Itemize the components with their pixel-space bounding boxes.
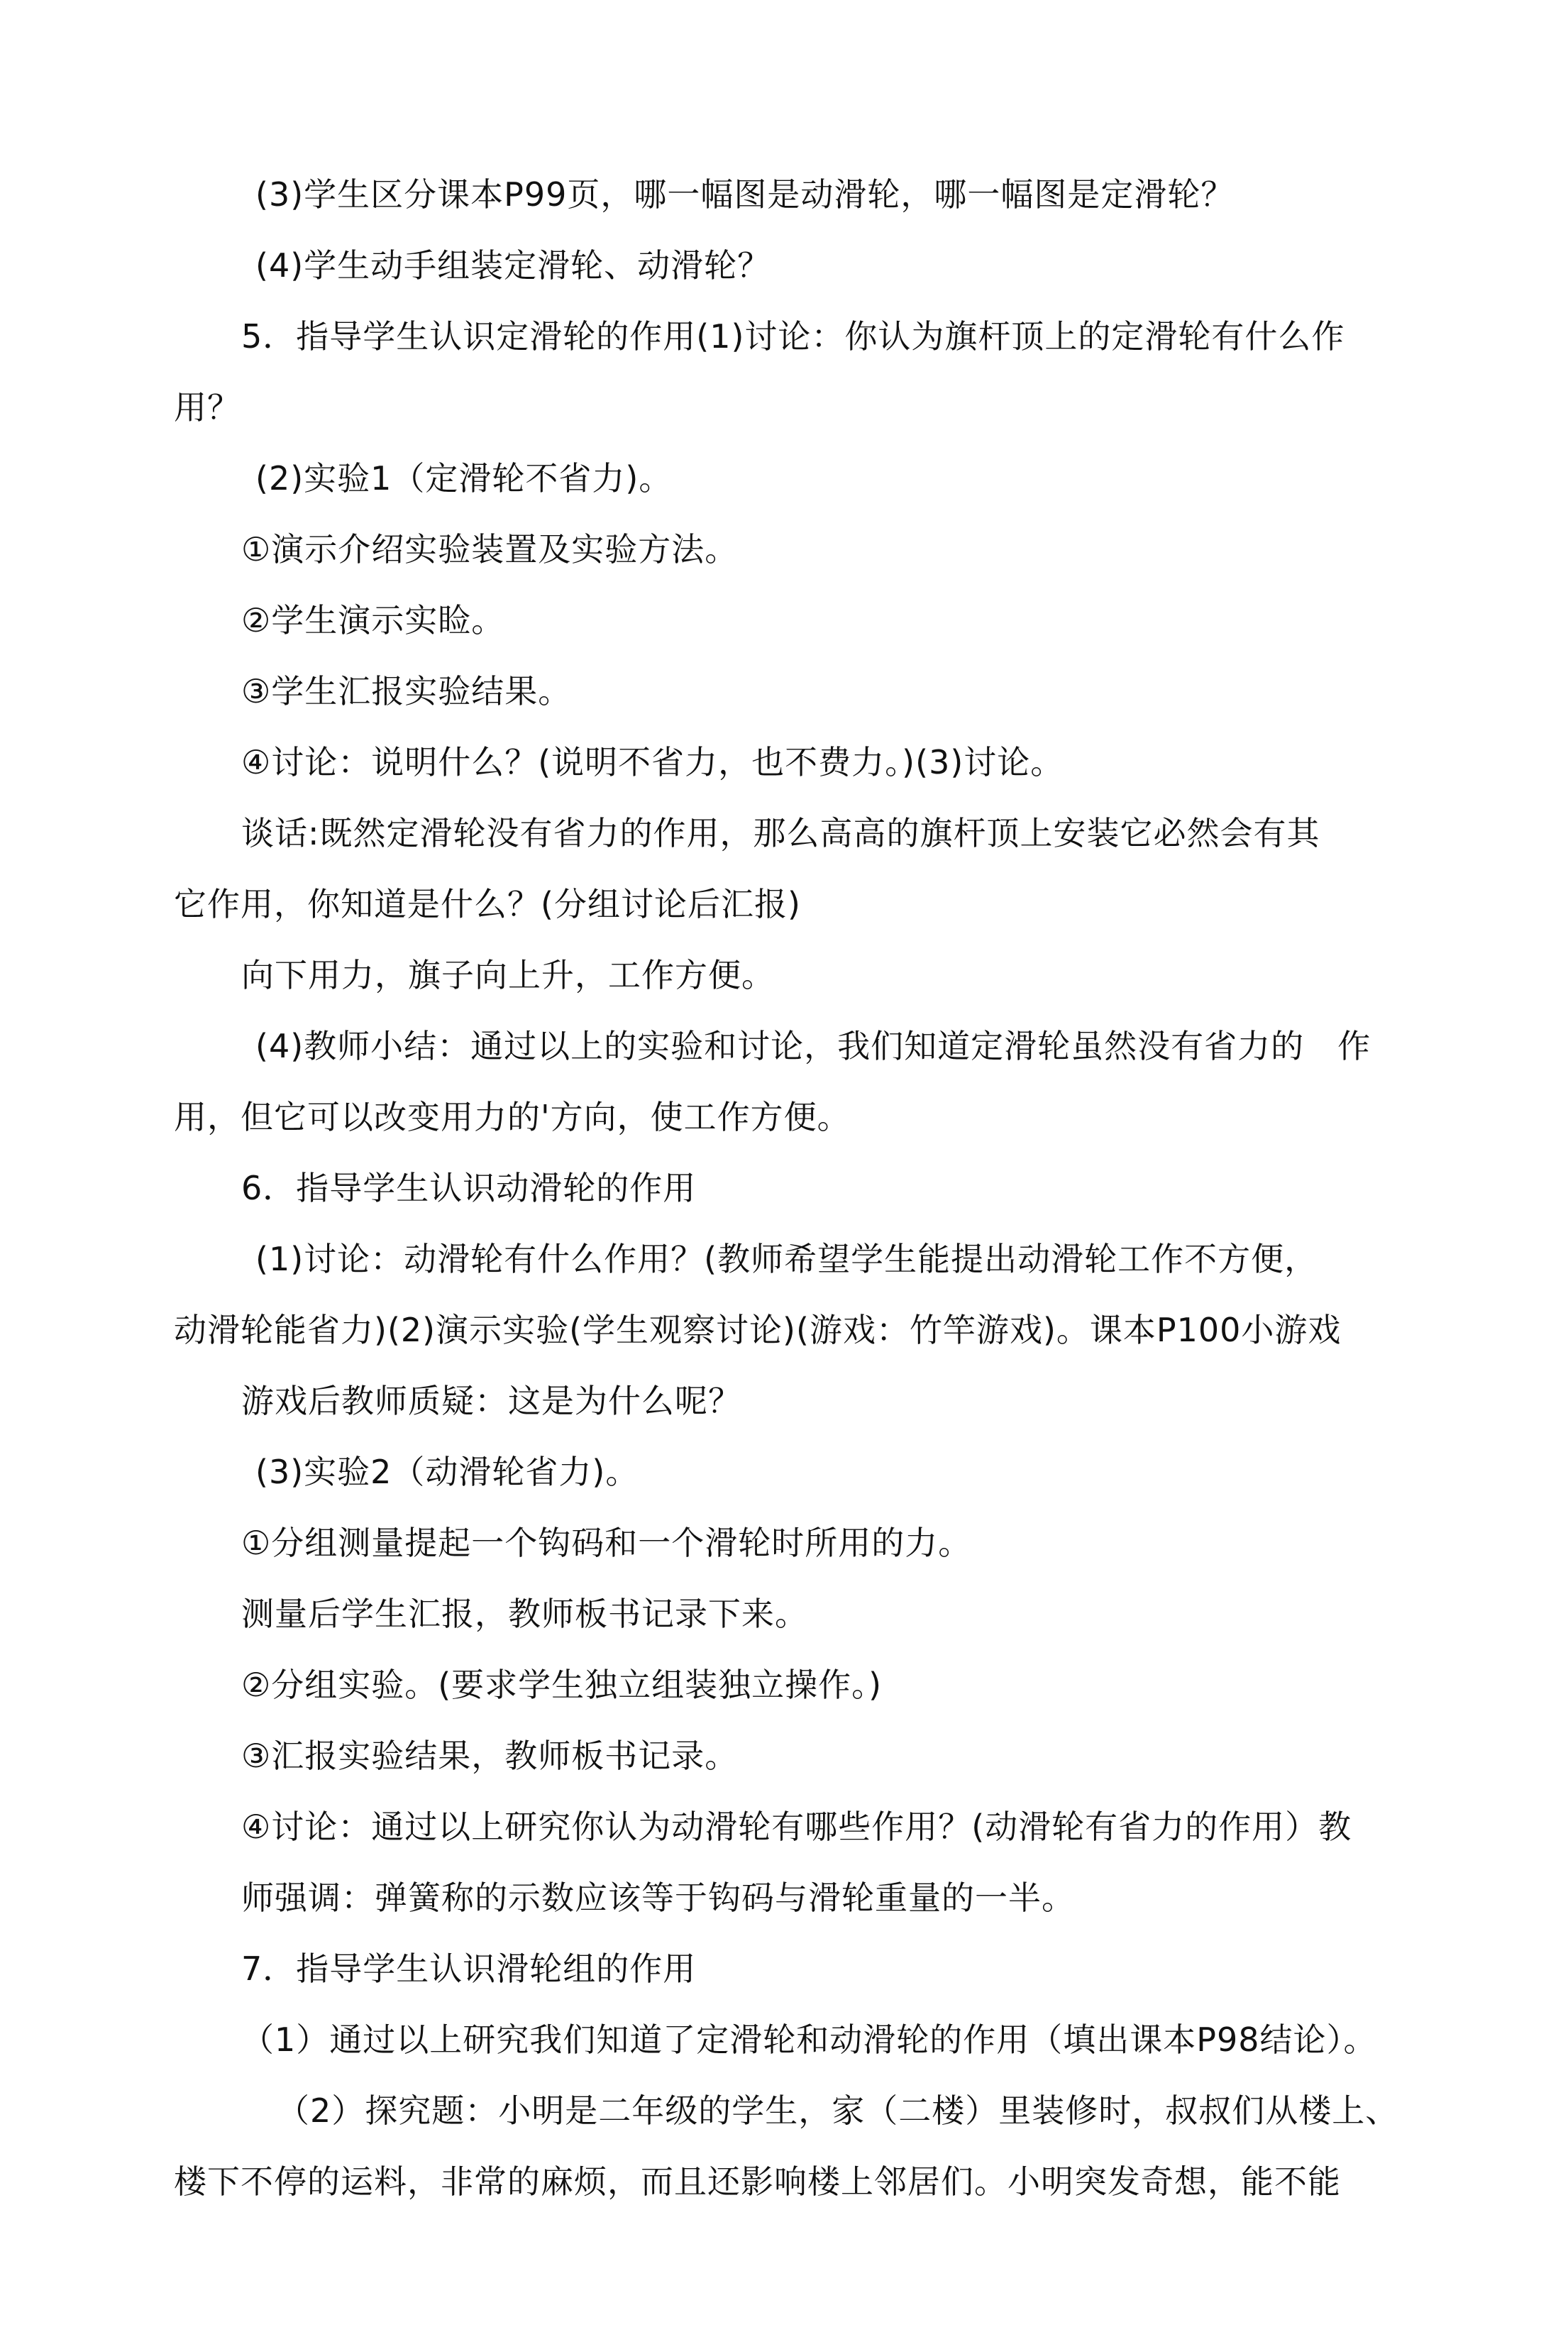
- paragraph-line: 测量后学生汇报，教师板书记录下来。: [241, 1595, 808, 1633]
- paragraph-line: （1）通过以上研究我们知道了定滑轮和动滑轮的作用（填出课本P98结论）。: [241, 2021, 1377, 2059]
- paragraph-line: (3)学生区分课本P99页，哪一幅图是动滑轮，哪一幅图是定滑轮？: [255, 175, 1235, 214]
- paragraph-line: ③汇报实验结果，教师板书记录。: [241, 1737, 739, 1775]
- paragraph-line: 游戏后教师质疑：这是为什么呢？: [241, 1382, 741, 1420]
- paragraph-line: ①演示介绍实验装置及实验方法。: [241, 530, 739, 568]
- paragraph-line: ②分组实验。(要求学生独立组装独立操作。): [241, 1666, 883, 1704]
- paragraph-line: 它作用，你知道是什么？(分组讨论后汇报): [174, 885, 801, 923]
- paragraph-line: 师强调：弹簧称的示数应该等于钩码与滑轮重量的一半。: [241, 1879, 1075, 1917]
- paragraph-line: 6．指导学生认识动滑轮的作用: [241, 1169, 697, 1207]
- paragraph-line: ①分组测量提起一个钩码和一个滑轮时所用的力。: [241, 1524, 972, 1562]
- paragraph-line: ④讨论：说明什么？(说明不省力，也不费力。)(3)讨论。: [241, 743, 1064, 781]
- paragraph-line: 7．指导学生认识滑轮组的作用: [241, 1950, 697, 1988]
- paragraph-line: （2）探究题：小明是二年级的学生，家（二楼）里装修时，叔叔们从楼上、: [277, 2091, 1399, 2130]
- paragraph-line: 谈话:既然定滑轮没有省力的作用，那么高高的旗杆顶上安装它必然会有其: [241, 814, 1320, 852]
- paragraph-line: 用，但它可以改变用力的'方向，使工作方便。: [174, 1098, 851, 1136]
- paragraph-line: 楼下不停的运料，非常的麻烦，而且还影响楼上邻居们。小明突发奇想，能不能: [174, 2162, 1341, 2201]
- paragraph-line: ④讨论：通过以上研究你认为动滑轮有哪些作用？(动滑轮有省力的作用）教: [241, 1808, 1352, 1846]
- paragraph-line: 5．指导学生认识定滑轮的作用(1)讨论：你认为旗杆顶上的定滑轮有什么作: [241, 317, 1345, 356]
- paragraph-line: (4)教师小结：通过以上的实验和讨论，我们知道定滑轮虽然没有省力的 作: [255, 1027, 1371, 1065]
- paragraph-line: (3)实验2（动滑轮省力)。: [255, 1453, 639, 1491]
- paragraph-line: (4)学生动手组装定滑轮、动滑轮？: [255, 246, 771, 285]
- paragraph-line: ②学生演示实睑。: [241, 601, 505, 639]
- paragraph-line: 向下用力，旗子向上升，工作方便。: [241, 956, 775, 994]
- paragraph-line: 用？: [174, 388, 241, 427]
- paragraph-line: ③学生汇报实验结果。: [241, 672, 572, 710]
- paragraph-line: 动滑轮能省力)(2)演示实验(学生观察讨论)(游戏：竹竿游戏)。课本P100小游戏: [174, 1311, 1342, 1349]
- paragraph-line: (2)实验1（定滑轮不省力)。: [255, 459, 673, 497]
- paragraph-line: (1)讨论：动滑轮有什么作用？(教师希望学生能提出动滑轮工作不方便，: [255, 1240, 1318, 1278]
